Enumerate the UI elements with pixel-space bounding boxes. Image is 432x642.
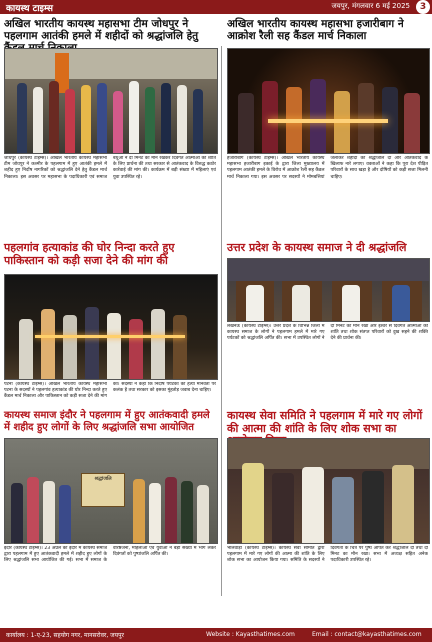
story-3-photo (4, 274, 218, 380)
story-3-headline: पहलगांव हत्याकांड की घोर निन्दा करते हुए पाकिस्तान को कड़ी सजा देने की मांग की (4, 241, 175, 267)
story-6-photo (227, 438, 430, 544)
story-4-text: लखनऊ (कायस्थ टाइम्स)। उत्तर प्रदेश के विभिन्न जिलों में कायस्थ समाज के लोगों ने पहलगाम हमले में मारे गए पर्यटकों को श्रद्धांजलि अर्पित की। सभा में उपस्थित लोगों ने दो मिनट का मौन रखा और ईश्वर से दिवंगत आत्माओं की शांति तथा शोक संतप्त परिवारों को दुख सहने की शक्ति देने की प्रार्थना की। (227, 324, 428, 342)
story-3-text: पटना (कायस्थ टाइम्स)। अखिल भारतीय कायस्थ महासभा पटना के सदस्यों ने पहलगांव हत्याकांड की घोर निन्दा करते हुए कैंडल मार्च निकाला और पाकिस्तान को कड़ी सजा देने की मांग की। सदस्यों ने कहा कि निर्दोष पर्यटकों की हत्या मानवता पर कलंक है तथा सरकार को इसका मुंहतोड़ जवाब देना चाहिए। (4, 382, 216, 400)
issue-info: जयपुर, मंगलवार 6 मई 2025 (331, 2, 410, 10)
story-1-headline: अखिल भारतीय कायस्थ महासभा टीम जोधपुर ने पहलगाम आतंकी हमले में शहीदों को श्रद्धांजलि हेतु (4, 18, 199, 43)
story-1-photo (4, 48, 218, 154)
story-2-headline: अखिल भारतीय कायस्थ महासभा हजारीबाग ने आक्रोश रैली सह कैंडल मार्च निकाला (227, 18, 404, 43)
story-5-banner: श्रद्धांजलि (81, 473, 125, 507)
footer-address: कार्यालय : 1-ए-23, सहयोग नगर, मानसरोवर, जयपुर (6, 632, 124, 639)
page-number: 3 (416, 0, 430, 14)
story-6-text: भीलवाड़ा (कायस्थ टाइम्स)। कायस्थ सेवा समिति द्वारा पहलगाम में मारे गए लोगों की आत्मा की शांति के लिए शोक सभा का आयोजन किया गया। समिति के सदस्यों ने दिवंगतों के चित्र पर पुष्प अर्पित कर श्रद्धांजलि दी तथा दो मिनट का मौन रखा। सभा में अध्यक्ष सहित अनेक पदाधिकारी उपस्थित रहे। (227, 546, 428, 564)
newspaper-brand: कायस्थ टाइम्स (6, 4, 53, 14)
page-footer (0, 628, 432, 642)
story-1-text: जोधपुर (कायस्थ टाइम्स)। अखिल भारतीय कायस्थ महासभा टीम जोधपुर ने कश्मीर के पहलगाम में हुए आतंकी हमले में शहीद हुए निर्दोष नागरिकों को श्रद्धांजलि देने हेतु कैंडल मार्च निकाला। इस अवसर पर महासभा के पदाधिकारी एवं समाज बंधुओं ने दो मिनट का मौन रखकर दिवंगत आत्माओं की शांति के लिए प्रार्थना की तथा सरकार से आतंकवाद के विरुद्ध कठोर कार्रवाई की मांग की। कार्यक्रम में बड़ी संख्या में महिलाएं एवं युवा उपस्थित रहे। (4, 156, 216, 180)
story-4-photo (227, 258, 430, 322)
footer-email[interactable]: Email : contact@kayasthatimes.com (312, 631, 422, 638)
story-5-text: इंदौर (कायस्थ टाइम्स)। 23 अप्रैल को इंदौर में कायस्थ समाज द्वारा पहलगाम में हुए आतंकवादी हमले में शहीद हुए लोगों के लिए श्रद्धांजलि सभा आयोजित की गई। सभा में समाज के वरिष्ठजनों, महिलाओं एवं युवाओं ने बड़ी संख्या में भाग लेकर दिवंगतों को पुष्पांजलि अर्पित की। (4, 546, 216, 564)
footer-website[interactable]: Website : Kayasthatimes.com (206, 631, 295, 638)
story-2-photo (227, 48, 430, 154)
story-6-headline: कायस्थ सेवा समिति ने पहलगाम में मारे गए लोगों की आत्मा की शांति के लिए शोक सभा का (227, 409, 423, 435)
page-header (0, 0, 432, 14)
story-2-text: हजारीबाग (कायस्थ टाइम्स)। अखिल भारतीय कायस्थ महासभा हजारीबाग इकाई के द्वारा जिला मुख्यालय में पहलगाम आतंकी हमले के विरोध में आक्रोश रैली सह कैंडल मार्च निकाला गया। इस अवसर पर सदस्यों ने मोमबत्तियां जलाकर शहीदों को श्रद्धांजलि दी और आतंकवाद के खिलाफ नारे लगाए। वक्ताओं ने कहा कि पूरा देश पीड़ित परिवारों के साथ खड़ा है और दोषियों को कड़ी सजा मिलनी चाहिए। (227, 156, 428, 180)
column-divider (221, 46, 222, 596)
story-5-photo (4, 438, 218, 544)
story-5-headline: कायस्थ समाज इंदौर ने पहलगाम में हुए आतंकवादी हमले में शहीद हुए लोगों के लिए श्रद्धांजलि सभा आयोजित (4, 410, 210, 433)
story-4-headline: उत्तर प्रदेश के कायस्थ समाज ने दी श्रद्धांजलि (227, 241, 407, 254)
